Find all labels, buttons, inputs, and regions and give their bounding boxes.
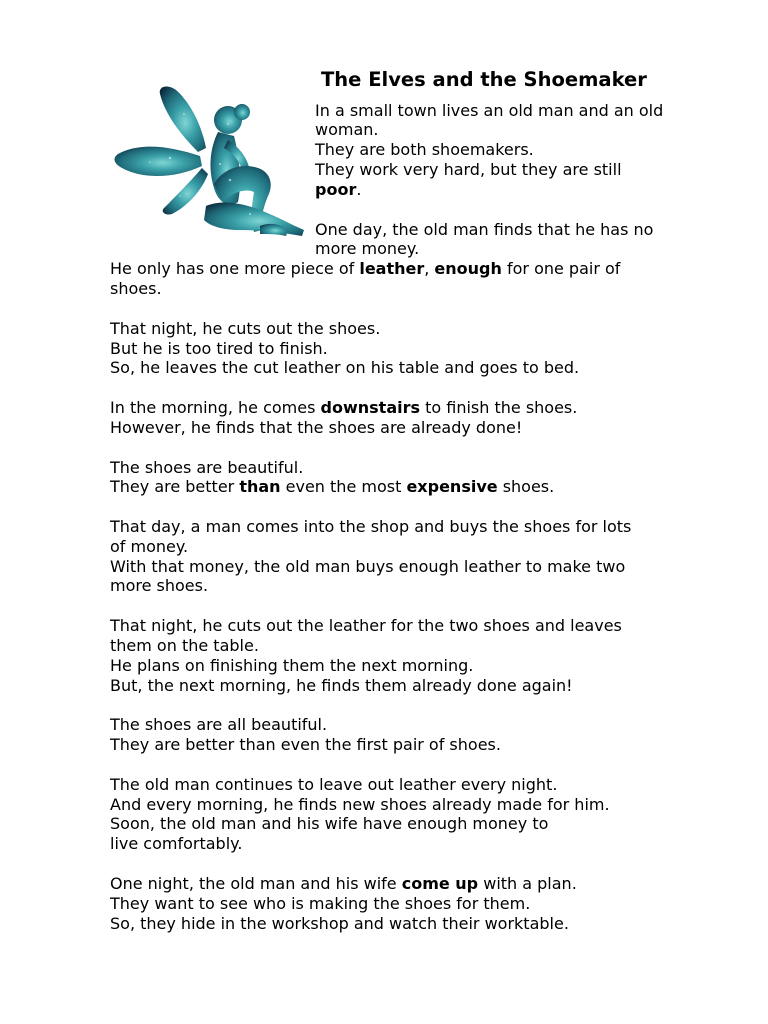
story-line — [110, 279, 162, 299]
story-line — [315, 140, 534, 160]
story-line — [110, 795, 610, 815]
story-line — [110, 834, 242, 854]
text-run: That night, he cuts out the leather for the two shoes and leaves — [110, 616, 622, 635]
text-run: In the morning, he comes — [110, 398, 321, 417]
story-line — [110, 477, 554, 497]
text-run: to finish the shoes. — [420, 398, 578, 417]
story-line — [110, 418, 522, 438]
text-run: with a plan. — [478, 874, 577, 893]
story-line — [110, 775, 557, 795]
text-run: One night, the old man and his wife — [110, 874, 402, 893]
text-run: . — [356, 180, 362, 199]
story-line — [110, 458, 303, 478]
text-run: The shoes are all beautiful. — [110, 715, 328, 734]
text-run: , — [424, 259, 435, 278]
text-run: But he is too tired to finish. — [110, 339, 328, 358]
text-run: But, the next morning, he finds them already done again! — [110, 676, 573, 695]
story-line — [315, 239, 419, 259]
story-line — [110, 914, 569, 934]
text-run: shoes. — [110, 279, 162, 298]
story-line — [110, 517, 631, 537]
story-line — [315, 180, 361, 200]
bold-word: leather — [359, 259, 425, 278]
text-run: However, he finds that the shoes are already done! — [110, 418, 523, 437]
page-title: The Elves and the Shoemaker — [321, 68, 647, 91]
story-line — [315, 101, 663, 121]
text-run: The shoes are beautiful. — [110, 458, 304, 477]
text-run: They are better than even the first pair of shoes. — [110, 735, 501, 754]
story-line — [110, 656, 473, 676]
bold-word: poor — [315, 180, 357, 199]
text-run: live comfortably. — [110, 834, 243, 853]
bold-word: downstairs — [320, 398, 421, 417]
text-run: He only has one more piece of — [110, 259, 360, 278]
story-line — [110, 398, 577, 418]
story-line — [110, 319, 380, 339]
story-line — [110, 894, 530, 914]
bold-word: come up — [401, 874, 479, 893]
story-line — [315, 120, 379, 140]
text-run: So, he leaves the cut leather on his table and goes to bed. — [110, 358, 580, 377]
text-run: The old man continues to leave out leather every night. — [110, 775, 558, 794]
text-run: In a small town lives an old man and an old — [315, 101, 664, 120]
text-run: They work very hard, but they are still — [315, 160, 622, 179]
story-line — [110, 557, 625, 577]
story-line — [110, 616, 622, 636]
text-run: even the most — [280, 477, 407, 496]
text-run: That day, a man comes into the shop and buys the shoes for lots — [110, 517, 632, 536]
text-run: They are both shoemakers. — [315, 140, 534, 159]
text-run: for one pair of — [501, 259, 621, 278]
text-run: shoes. — [497, 477, 555, 496]
text-run: them on the table. — [110, 636, 259, 655]
text-run: With that money, the old man buys enough leather to make two — [110, 557, 626, 576]
text-run: He plans on finishing them the next morning. — [110, 656, 474, 675]
story-line — [110, 339, 328, 359]
story-line — [110, 676, 573, 696]
text-run: One day, the old man finds that he has no — [315, 220, 654, 239]
text-run: more shoes. — [110, 576, 209, 595]
text-run: They want to see who is making the shoes for them. — [110, 894, 531, 913]
story-line — [110, 715, 327, 735]
text-run: of money. — [110, 537, 189, 556]
story-line — [110, 537, 188, 557]
text-run: woman. — [315, 120, 379, 139]
story-line — [110, 636, 259, 656]
story-line — [110, 814, 548, 834]
story-line — [110, 259, 620, 279]
text-run: So, they hide in the workshop and watch their worktable. — [110, 914, 569, 933]
story-line — [110, 735, 501, 755]
text-run: more money. — [315, 239, 420, 258]
story-line — [110, 576, 208, 596]
story-line — [110, 874, 577, 894]
bold-word: enough — [434, 259, 502, 278]
text-run: They are better — [110, 477, 240, 496]
story-line — [110, 358, 579, 378]
bold-word: expensive — [406, 477, 498, 496]
story-line — [315, 160, 622, 180]
text-run: Soon, the old man and his wife have enough money to — [110, 814, 549, 833]
story-line — [315, 220, 653, 240]
text-run: That night, he cuts out the shoes. — [110, 319, 381, 338]
bold-word: than — [239, 477, 281, 496]
fairy-silhouette-icon — [110, 84, 306, 238]
text-run: And every morning, he finds new shoes already made for him. — [110, 795, 610, 814]
